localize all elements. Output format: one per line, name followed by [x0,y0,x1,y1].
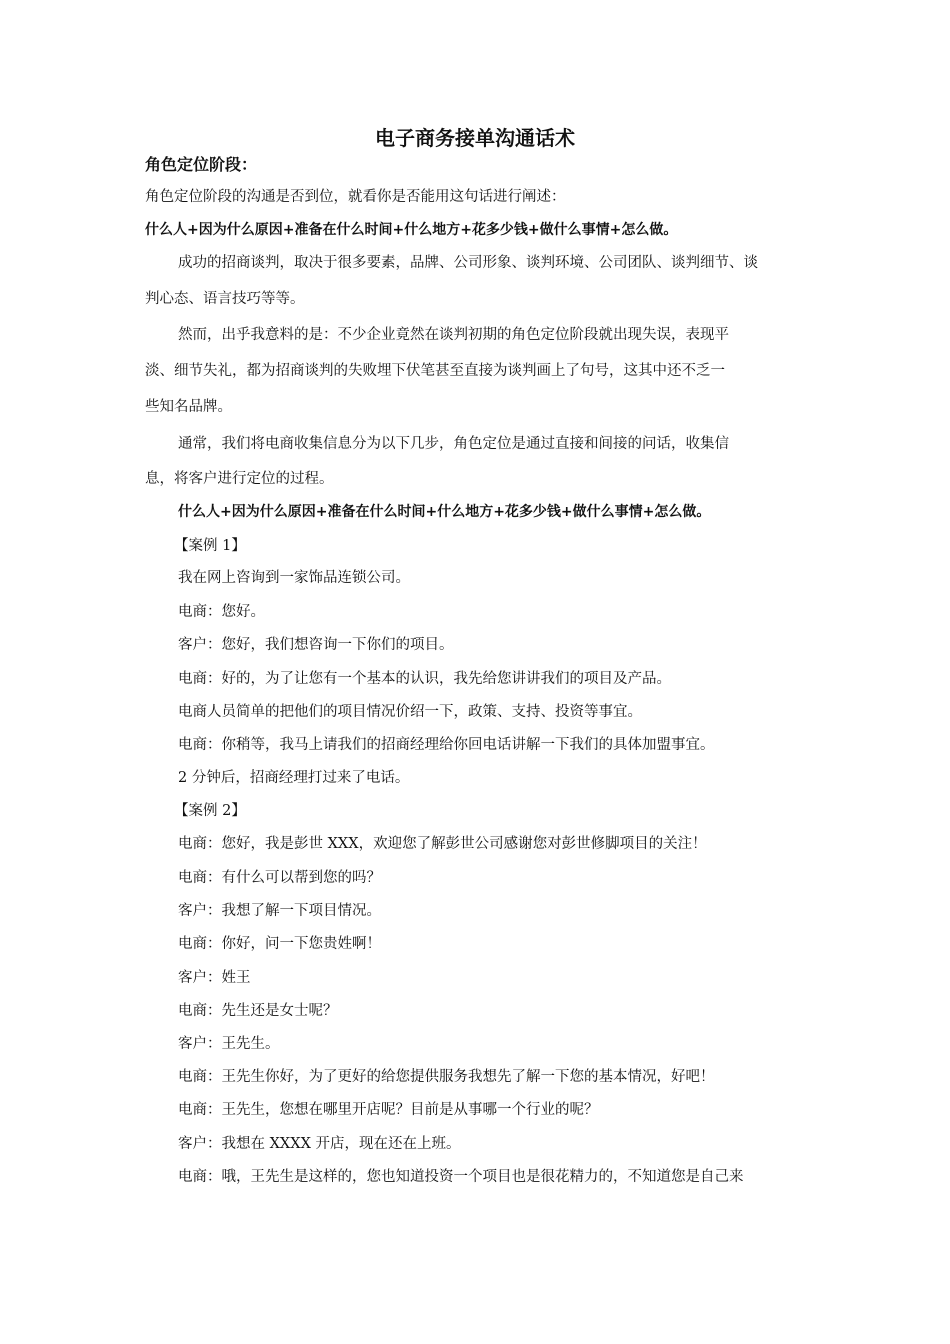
paragraph-2-line-1: 然而，出乎我意料的是：不少企业竟然在谈判初期的角色定位阶段就出现失误，表现平 [178,327,729,343]
case-2-line: 客户：我想在 XXXX 开店，现在还在上班。 [178,1136,461,1152]
case-2-label: 【案例 2】 [174,803,246,819]
document-title: 电子商务接单沟通话术 [375,126,575,150]
case-1-line: 电商人员简单的把他们的项目情况价绍一下，政策、支持、投资等事宜。 [178,704,642,720]
case-1-line: 客户：您好，我们想咨询一下你们的项目。 [178,637,454,653]
section-heading: 角色定位阶段： [145,155,258,174]
paragraph-2-line-2: 淡、细节失礼，都为招商谈判的失败埋下伏笔甚至直接为谈判画上了句号，这其中还不乏一 [145,363,725,379]
case-2-line: 电商：王先生你好，为了更好的给您提供服务我想先了解一下您的基本情况，好吧！ [178,1069,715,1085]
paragraph-3-line-2: 息，将客户进行定位的过程。 [145,471,334,487]
case-1-line: 2 分钟后，招商经理打过来了电话。 [178,770,410,786]
case-2-line: 客户：姓王 [178,970,251,986]
case-1-line: 电商：您好。 [178,604,265,620]
case-2-line: 电商：您好，我是彭世 XXX，欢迎您了解彭世公司感谢您对彭世修脚项目的关注！ [178,836,707,852]
case-1-line: 我在网上咨询到一家饰品连锁公司。 [178,570,410,586]
case-2-line: 客户：我想了解一下项目情况。 [178,903,381,919]
case-1-label: 【案例 1】 [174,538,246,554]
paragraph-1-line-1: 成功的招商谈判，取决于很多要素，品牌、公司形象、谈判环境、公司团队、谈判细节、谈 [178,255,758,271]
intro-text: 角色定位阶段的沟通是否到位，就看你是否能用这句话进行阐述： [145,189,566,205]
paragraph-2-line-3: 些知名品牌。 [145,399,232,415]
formula-text: 什么人+因为什么原因+准备在什么时间+什么地方+花多少钱+做什么事情+怎么做。 [145,222,678,238]
case-2-line: 客户：王先生。 [178,1036,280,1052]
case-1-line: 电商：你稍等，我马上请我们的招商经理给你回电话讲解一下我们的具体加盟事宜。 [178,737,715,753]
paragraph-3-line-1: 通常，我们将电商收集信息分为以下几步，角色定位是通过直接和间接的问话，收集信 [178,436,729,452]
case-2-line: 电商：王先生，您想在哪里开店呢？目前是从事哪一个行业的呢？ [178,1102,599,1118]
paragraph-1-line-2: 判心态、语言技巧等等。 [145,291,305,307]
formula-text-2: 什么人+因为什么原因+准备在什么时间+什么地方+花多少钱+做什么事情+怎么做。 [178,504,711,520]
case-1-line: 电商：好的，为了让您有一个基本的认识，我先给您讲讲我们的项目及产品。 [178,671,671,687]
case-2-line: 电商：哦，王先生是这样的，您也知道投资一个项目也是很花精力的，不知道您是自己来 [178,1169,744,1185]
case-2-line: 电商：你好，问一下您贵姓啊！ [178,936,381,952]
case-2-line: 电商：先生还是女士呢？ [178,1003,338,1019]
case-2-line: 电商：有什么可以帮到您的吗？ [178,870,381,886]
